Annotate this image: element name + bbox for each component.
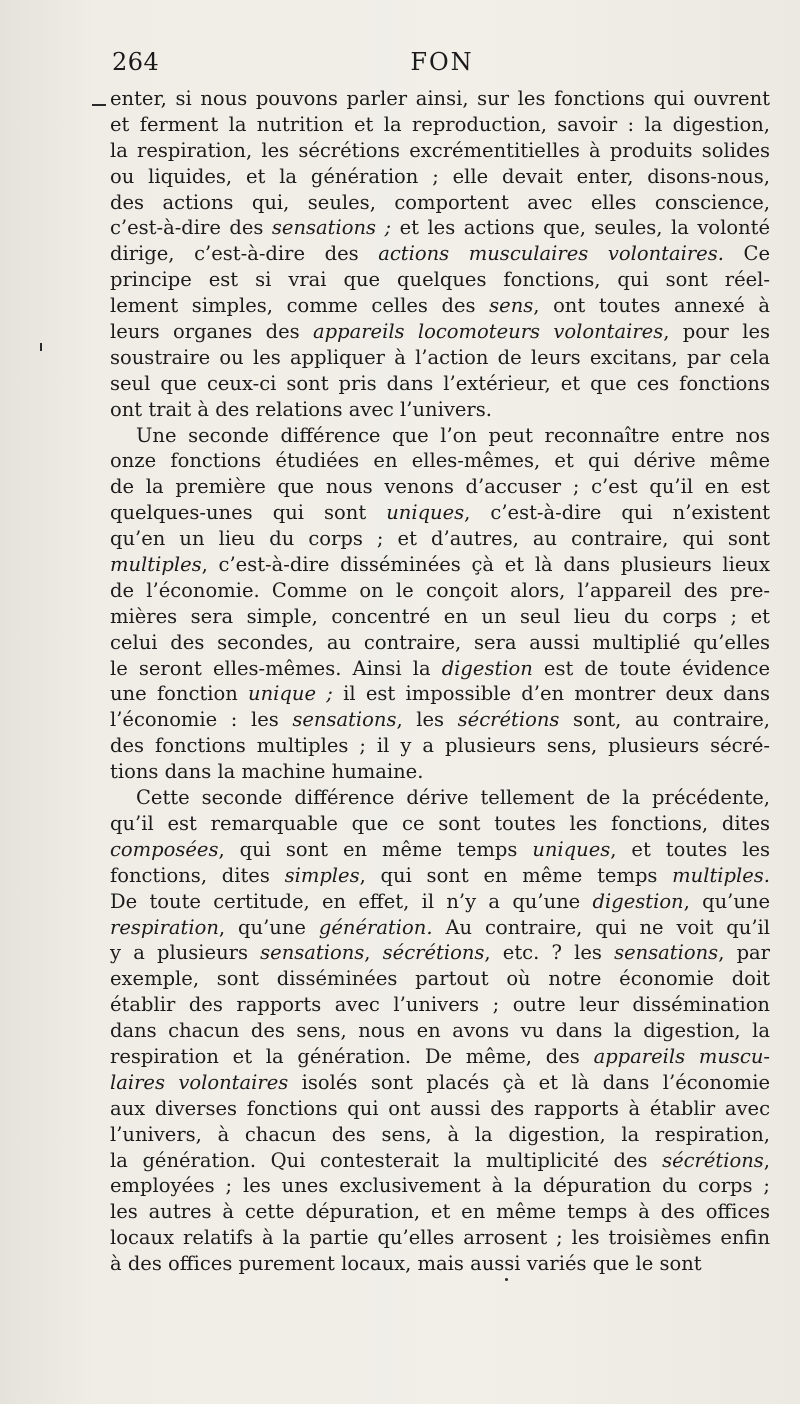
text-line	[110, 1044, 770, 1070]
paragraph	[110, 785, 770, 1277]
text-run: Une seconde différence que l’on peut reconnaître entre nos	[136, 423, 770, 447]
italic-term: composées	[110, 837, 219, 861]
text-run: Cette seconde différence dérive tellement de la précédente,	[136, 786, 770, 810]
text-run: ,	[364, 941, 383, 965]
text-line	[110, 733, 770, 759]
text-line	[110, 966, 770, 992]
text-run: , pour les	[663, 320, 770, 344]
text-run: la respiration, les sécrétions excrémentitielles à produits solides	[110, 138, 770, 162]
text-run: celui des secondes, au contraire, sera aussi multiplié qu’elles	[110, 630, 770, 654]
text-line	[110, 863, 770, 889]
italic-term: simples	[284, 863, 360, 887]
text-run: sont, au contraire,	[559, 708, 771, 732]
text-run: est de toute évidence	[532, 656, 770, 680]
text-run: des fonctions multiples ; il y a plusieurs sens, plusieurs sécré-	[110, 734, 770, 758]
italic-term: sécrétions	[382, 941, 485, 965]
text-run: mières sera simple, concentré en un seul lieu du corps ; et	[110, 604, 770, 628]
italic-term: uniques	[532, 837, 611, 861]
text-line	[110, 889, 770, 915]
text-line	[110, 992, 770, 1018]
text-run: ont trait à des relations avec l’univers.	[110, 397, 492, 421]
italic-term: appareils muscu-	[593, 1044, 771, 1068]
text-run: enter, si nous pouvons parler ainsi, sur les fonctions qui ouvrent	[110, 87, 770, 110]
text-run: , qu’une	[218, 915, 319, 939]
text-line	[110, 215, 770, 241]
text-run: onze fonctions étudiées en elles-mêmes, et qui dérive même	[110, 449, 770, 473]
page-header	[112, 48, 772, 78]
text-line	[110, 397, 770, 423]
text-run: respiration et la génération. De même, des	[110, 1044, 594, 1068]
text-run: , et toutes les	[610, 837, 770, 861]
text-run: ,	[763, 1148, 770, 1172]
text-run: et ferment la nutrition et la reproduction, savoir : la digestion,	[110, 112, 770, 136]
text-line	[110, 630, 770, 656]
text-line	[110, 345, 770, 371]
italic-term: sensations	[260, 941, 365, 965]
text-line	[110, 138, 770, 164]
text-run: le seront elles-mêmes. Ainsi la	[110, 656, 442, 680]
text-run: , c’est-à-dire qui n’existent	[464, 501, 770, 525]
text-line	[110, 371, 770, 397]
text-run: à des offices purement locaux, mais aussi variés que le sont	[110, 1252, 702, 1276]
text-line	[110, 319, 770, 345]
text-line	[110, 681, 770, 707]
text-line	[110, 759, 770, 785]
text-run: , etc. ? les	[484, 941, 615, 965]
text-line	[110, 940, 770, 966]
italic-term: sécrétions	[662, 1148, 764, 1172]
italic-term: sensations	[292, 708, 397, 732]
text-line	[110, 604, 770, 630]
text-line	[110, 293, 770, 319]
italic-term: multiples.	[672, 863, 770, 887]
italic-term: laires volontaires	[110, 1070, 289, 1094]
text-run: Au contraire, qui ne voit qu’il	[432, 915, 770, 939]
italic-term: multiples	[110, 553, 202, 577]
paragraph	[110, 86, 770, 423]
text-line	[110, 656, 770, 682]
italic-term: actions musculaires volontaires.	[378, 242, 724, 266]
text-run: , par	[718, 941, 771, 965]
text-run: qu’en un lieu du corps ; et d’autres, au contraire, qui sont	[110, 527, 770, 551]
text-run: de l’économie. Comme on le conçoit alors, l’appareil des pre-	[110, 578, 770, 602]
body-text	[110, 86, 770, 1277]
italic-term: digestion	[441, 656, 533, 680]
text-run: seul que ceux-ci sont pris dans l’extérieur, et que ces fonctions	[110, 371, 770, 395]
text-run: lement simples, comme celles des	[110, 294, 490, 318]
text-run: soustraire ou les appliquer à l’action de leurs excitans, par cela	[110, 345, 770, 369]
italic-term: sensations ;	[271, 216, 392, 240]
text-line	[110, 448, 770, 474]
italic-term: sensations	[614, 941, 719, 965]
text-run: exemple, sont disséminées partout où notre économie doit	[110, 967, 770, 991]
text-run: établir des rapports avec l’univers ; outre leur dissémination	[110, 993, 770, 1017]
print-speck	[92, 104, 106, 106]
text-line	[110, 190, 770, 216]
text-run: il est impossible d’en montrer deux dans	[332, 682, 770, 706]
text-run: Ce	[723, 242, 770, 266]
text-run: , qui sont en même temps	[359, 863, 673, 887]
text-run: l’économie : les	[110, 708, 293, 732]
text-line	[110, 1199, 770, 1225]
text-run: de la première que nous venons d’accuser ; c’est qu’il en est	[110, 475, 770, 499]
text-run: dans chacun des sens, nous en avons vu dans la digestion, la	[110, 1019, 770, 1043]
italic-term: digestion	[592, 889, 684, 913]
italic-term: appareils locomoteurs volontaires	[313, 320, 664, 344]
paragraph	[110, 423, 770, 785]
text-run: l’univers, à chacun des sens, à la digestion, la respiration,	[110, 1122, 770, 1146]
text-line	[110, 1148, 770, 1174]
text-line	[110, 785, 770, 811]
text-run: quelques-unes qui sont	[110, 501, 387, 525]
print-speck	[40, 343, 42, 351]
text-line	[110, 1225, 770, 1251]
text-run: fonctions, dites	[110, 863, 285, 887]
text-run: ou liquides, et la génération ; elle devait enter, disons-nous,	[110, 164, 770, 188]
text-run: les autres à cette dépuration, et en même temps à des offices	[110, 1200, 770, 1224]
text-run: principe est si vrai que quelques fonctions, qui sont réel-	[110, 268, 770, 292]
text-line	[110, 915, 770, 941]
text-run: la génération. Qui contesterait la multiplicité des	[110, 1148, 663, 1172]
text-line	[110, 267, 770, 293]
text-run: , les	[396, 708, 458, 732]
text-run: qu’il est remarquable que ce sont toutes les fonctions, dites	[110, 811, 770, 835]
text-run: isolés sont placés çà et là dans l’économie	[288, 1070, 770, 1094]
text-line	[110, 552, 770, 578]
text-run: leurs organes des	[110, 320, 313, 344]
text-run: des actions qui, seules, comportent avec elles conscience,	[110, 190, 770, 214]
text-run: une fonction	[110, 682, 249, 706]
italic-term: respiration	[110, 915, 219, 939]
text-run: y a plusieurs	[110, 941, 261, 965]
running-head: FON	[410, 48, 474, 76]
text-line	[110, 707, 770, 733]
text-line	[110, 837, 770, 863]
page-number: 264	[112, 48, 160, 76]
text-run: De toute certitude, en effet, il n’y a qu’une	[110, 889, 593, 913]
text-line	[110, 112, 770, 138]
text-line	[110, 1096, 770, 1122]
text-run: aux diverses fonctions qui ont aussi des rapports à établir avec	[110, 1096, 770, 1120]
text-line	[110, 241, 770, 267]
print-speck	[505, 1278, 508, 1281]
text-line	[110, 1018, 770, 1044]
text-line	[110, 1251, 770, 1277]
italic-term: unique ;	[248, 682, 333, 706]
text-line	[110, 423, 770, 449]
text-line	[110, 578, 770, 604]
text-line	[110, 811, 770, 837]
text-run: et les actions que, seules, la volonté	[391, 216, 771, 240]
text-line	[110, 526, 770, 552]
text-line	[110, 1173, 770, 1199]
text-run: , ont toutes annexé à	[533, 294, 770, 318]
text-run: , qui sont en même temps	[218, 837, 533, 861]
text-line	[110, 1070, 770, 1096]
text-line	[110, 164, 770, 190]
text-run: , qu’une	[683, 889, 770, 913]
italic-term: uniques	[386, 501, 465, 525]
text-run: tions dans la machine humaine.	[110, 760, 424, 784]
text-run: , c’est-à-dire disséminées çà et là dans plusieurs lieux	[201, 553, 770, 577]
text-line	[110, 86, 770, 112]
text-run: employées ; les unes exclusivement à la dépuration du corps ;	[110, 1174, 770, 1198]
text-run: locaux relatifs à la partie qu’elles arrosent ; les troisièmes enfin	[110, 1226, 770, 1250]
text-line	[110, 474, 770, 500]
text-line	[110, 500, 770, 526]
italic-term: sécrétions	[457, 708, 560, 732]
italic-term: sens	[489, 294, 534, 318]
text-run: c’est-à-dire des	[110, 216, 272, 240]
text-run: dirige, c’est-à-dire des	[110, 242, 379, 266]
italic-term: génération.	[318, 915, 433, 939]
text-line	[110, 1122, 770, 1148]
